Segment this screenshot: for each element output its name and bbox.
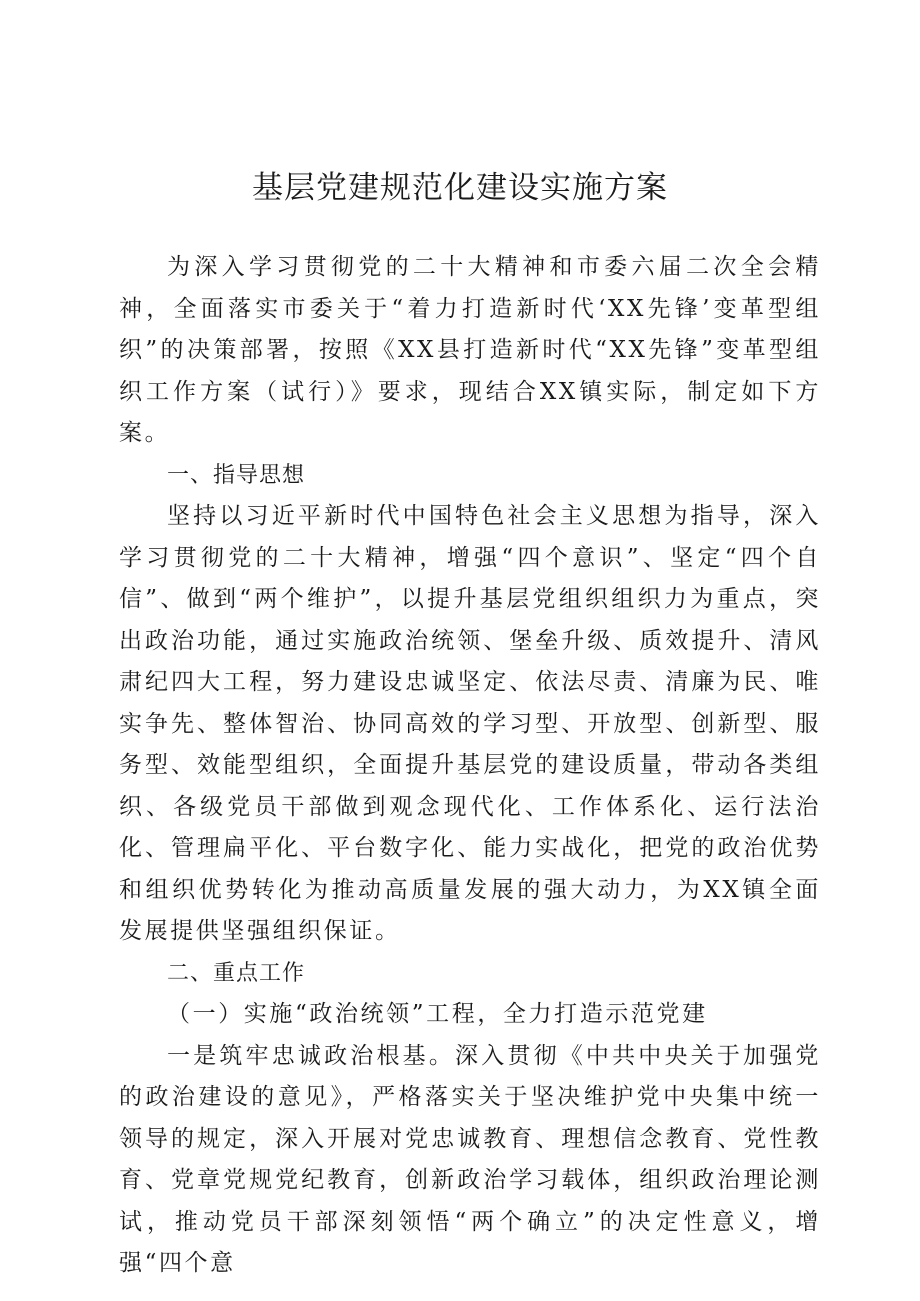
section-heading-key-work: 二、重点工作 bbox=[167, 960, 306, 986]
section-heading-guiding-ideology: 一、指导思想 bbox=[167, 462, 306, 488]
key-work-paragraph: 一是筑牢忠诚政治根基。深入贯彻《中共中央关于加强党的政治建设的意见》，严格落实关于坚决维护党中央集中统一领导的规定，深入开展对党忠诚教育、理想信念教育、党性教育、党章党规党纪教育，创新政治学习载体，组织政治理论测试，推动党员干部深刻领悟“两个确立”的决定性意义，增强“四个意 bbox=[119, 1042, 821, 1276]
document-title: 基层党建规范化建设实施方案 bbox=[252, 170, 668, 206]
document-body bbox=[119, 247, 821, 1285]
intro-paragraph: 为深入学习贯彻党的二十大精神和市委六届二次全会精神，全面落实市委关于“着力打造新时代‘XX先锋’变革型组织”的决策部署，按照《XX县打造新时代“XX先锋”变革型组织工作方案（试行）》要求，现结合XX镇实际，制定如下方案。 bbox=[119, 254, 821, 446]
guiding-ideology-paragraph: 坚持以习近平新时代中国特色社会主义思想为指导，深入学习贯彻党的二十大精神，增强“四个意识”、坚定“四个自信”、做到“两个维护”，以提升基层党组织组织力为重点，突出政治功能，通过实施政治统领、堡垒升级、质效提升、清风肃纪四大工程，努力建设忠诚坚定、依法尽责、清廉为民、唯实争先、整体智治、协同高效的学习型、开放型、创新型、服务型、效能型组织，全面提升基层党的建设质量，带动各类组织、各级党员干部做到观念现代化、工作体系化、运行法治化、管理扁平化、平台数字化、能力实战化，把党的政治优势和组织优势转化为推动高质量发展的强大动力，为XX镇全面发展提供坚强组织保证。 bbox=[119, 503, 821, 944]
subsection-heading-political-leadership: （一）实施“政治统领”工程，全力打造示范党建 bbox=[167, 1001, 708, 1027]
